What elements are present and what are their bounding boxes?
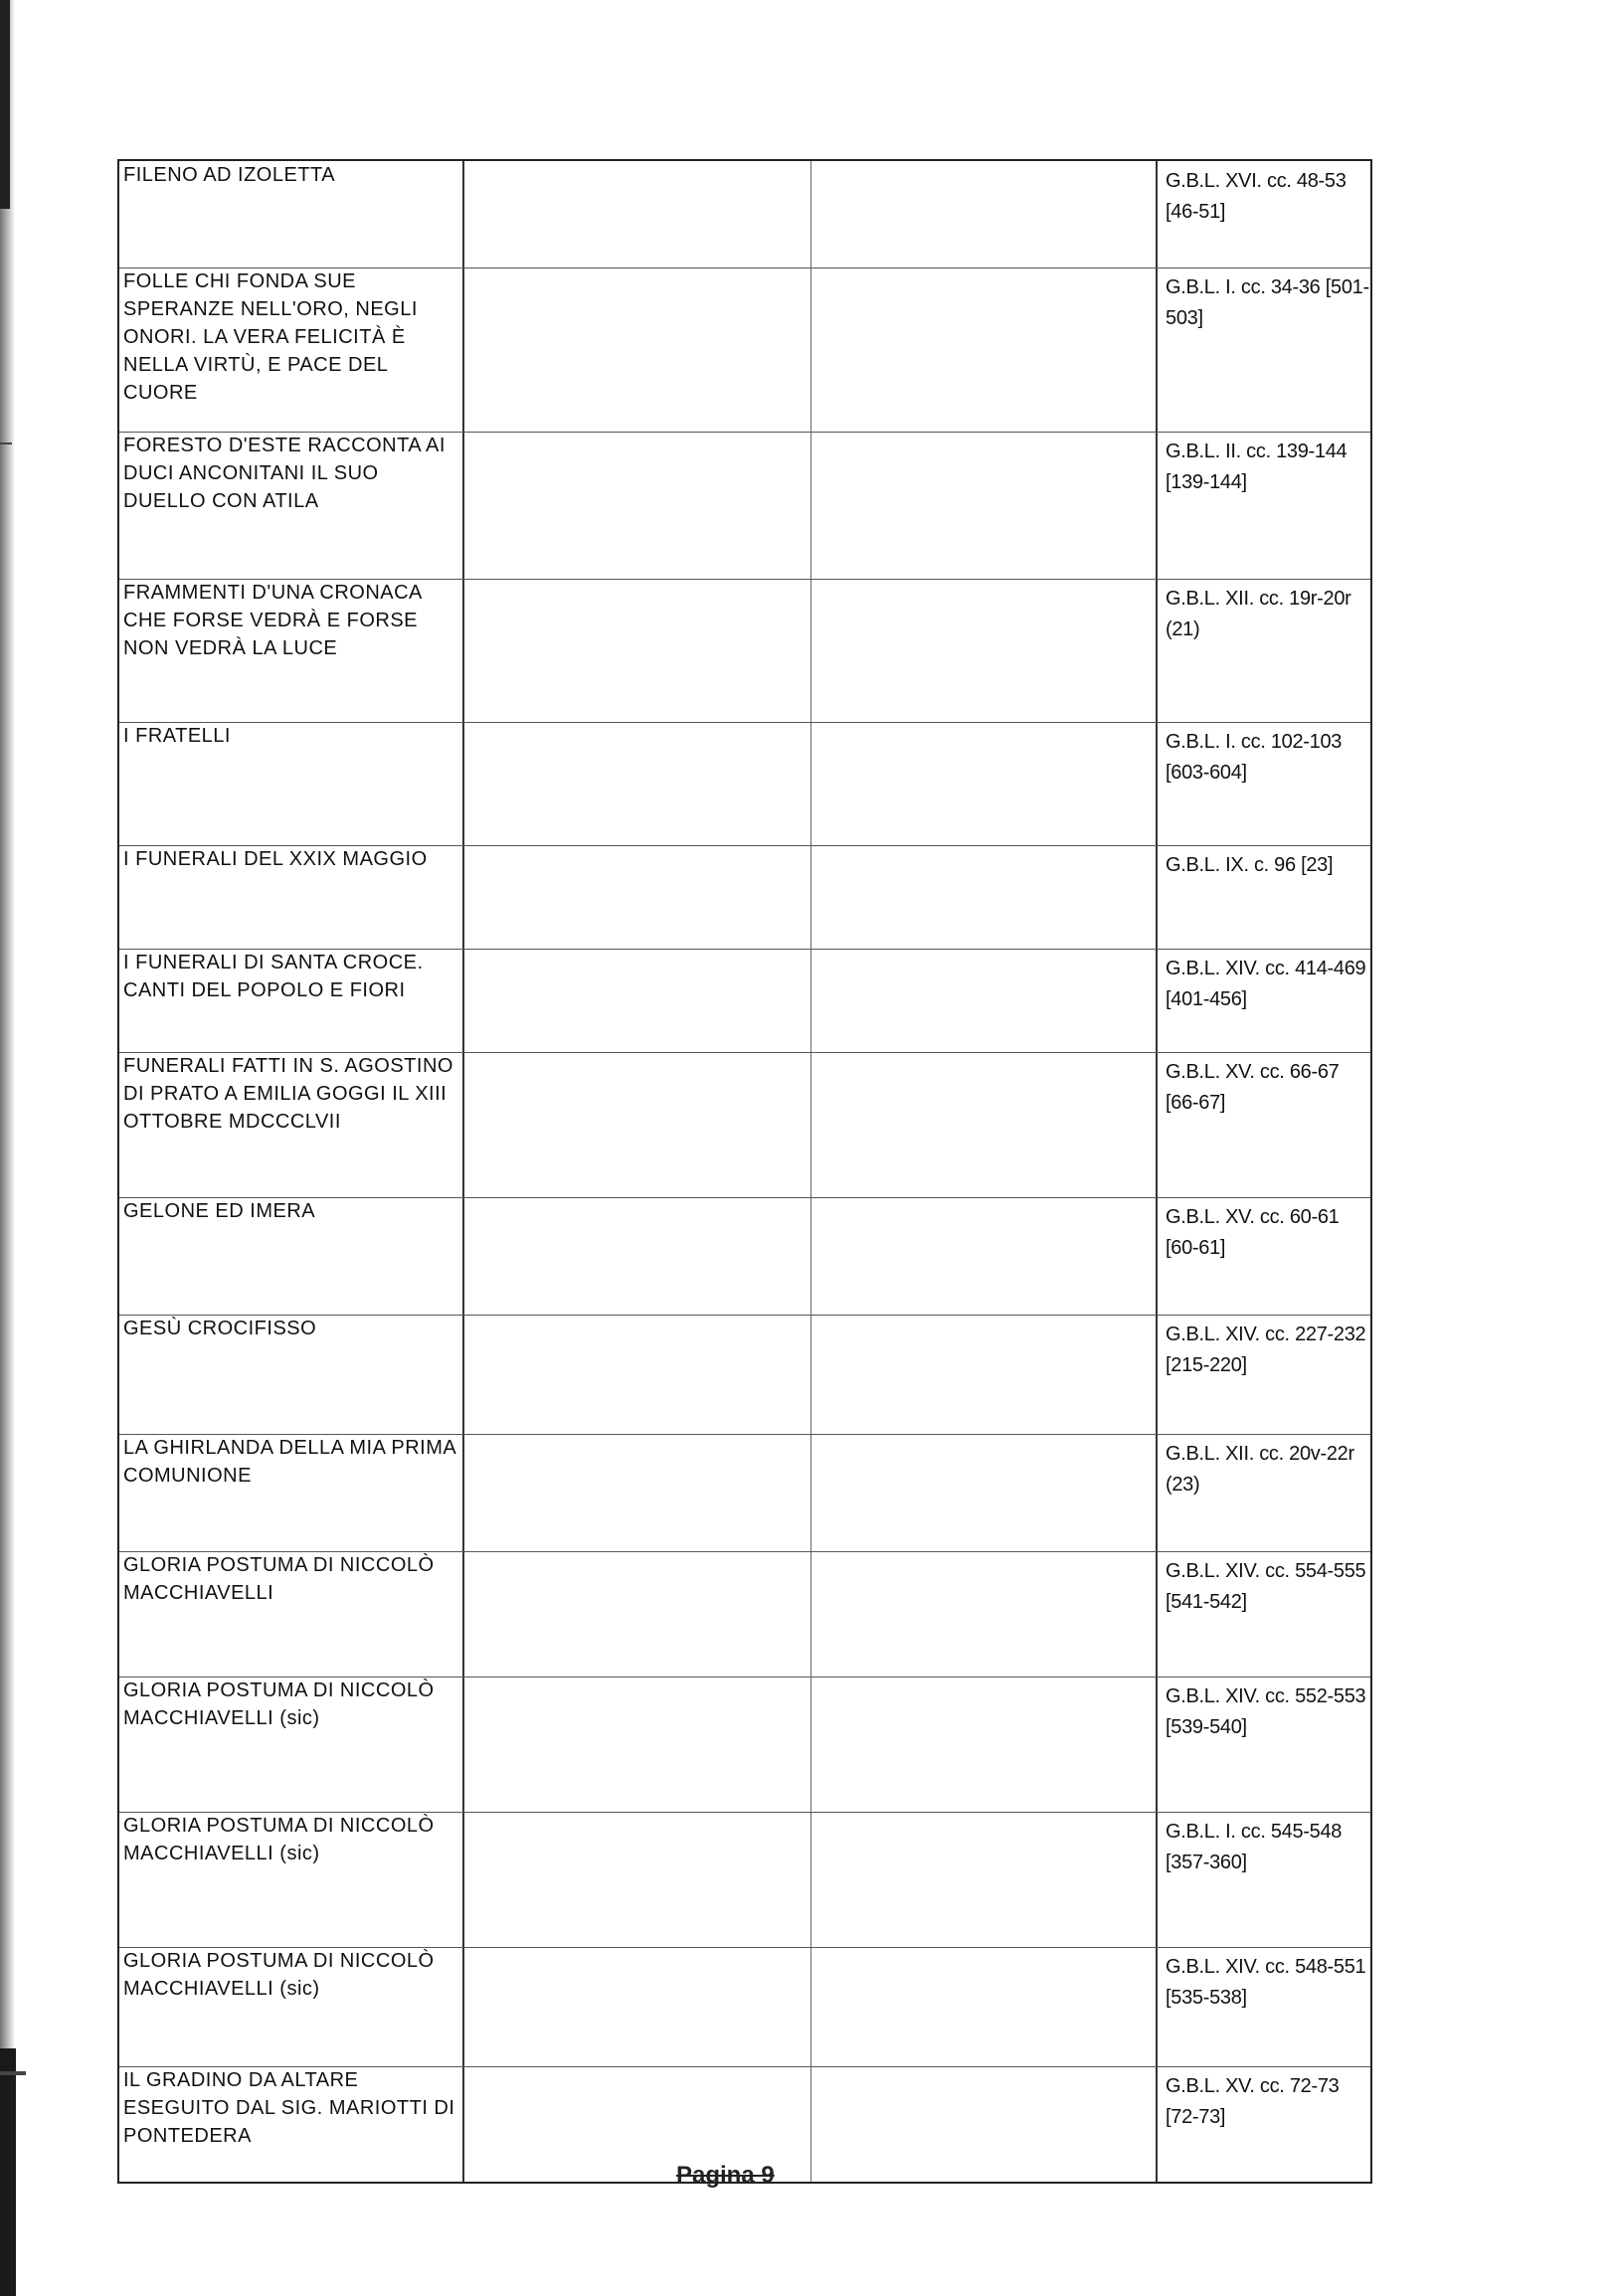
archive-reference: G.B.L. IX. c. 96 [23] xyxy=(1166,854,1334,876)
work-title: IL GRADINO DA ALTARE ESEGUITO DAL SIG. MARIOTTI DI PONTEDERA xyxy=(123,2069,455,2147)
column-divider xyxy=(1156,161,1158,2182)
work-title: I FUNERALI DEL XXIX MAGGIO xyxy=(123,848,428,870)
work-title: I FRATELLI xyxy=(123,725,231,747)
index-table xyxy=(117,159,1372,2184)
archive-reference: G.B.L. XIV. cc. 227-232 [215-220] xyxy=(1166,1324,1366,1376)
archive-reference: G.B.L. II. cc. 139-144 [139-144] xyxy=(1166,441,1348,493)
archive-reference: G.B.L. XV. cc. 66-67 [66-67] xyxy=(1166,1061,1340,1114)
page-footer: Pagina 9 xyxy=(676,2162,775,2189)
archive-reference: G.B.L. XV. cc. 72-73 [72-73] xyxy=(1166,2075,1340,2128)
scan-mark xyxy=(0,2071,26,2075)
scan-shadow-left xyxy=(0,0,14,2296)
archive-reference: G.B.L. XIV. cc. 414-469 [401-456] xyxy=(1166,958,1366,1010)
work-title: I FUNERALI DI SANTA CROCE. CANTI DEL POPOLO E FIORI xyxy=(123,952,424,1001)
scan-shadow-bottom xyxy=(0,2048,16,2296)
scan-mark xyxy=(0,442,12,444)
work-title: GLORIA POSTUMA DI NICCOLÒ MACCHIAVELLI (sic) xyxy=(123,1950,435,2000)
archive-reference: G.B.L. I. cc. 34-36 [501-503] xyxy=(1166,276,1369,329)
work-title: GELONE ED IMERA xyxy=(123,1200,316,1222)
work-title: FORESTO D'ESTE RACCONTA AI DUCI ANCONITANI IL SUO DUELLO CON ATILA xyxy=(123,435,446,512)
archive-reference: G.B.L. XIV. cc. 554-555 [541-542] xyxy=(1166,1560,1366,1613)
archive-reference: G.B.L. XII. cc. 19r-20r (21) xyxy=(1166,588,1351,640)
archive-reference: G.B.L. XII. cc. 20v-22r (23) xyxy=(1166,1443,1354,1496)
archive-reference: G.B.L. I. cc. 102-103 [603-604] xyxy=(1166,731,1343,784)
archive-reference: G.B.L. I. cc. 545-548 [357-360] xyxy=(1166,1821,1343,1873)
work-title: GLORIA POSTUMA DI NICCOLÒ MACCHIAVELLI xyxy=(123,1554,435,1604)
work-title: FOLLE CHI FONDA SUE SPERANZE NELL'ORO, NEGLI ONORI. LA VERA FELICITÀ È NELLA VIRTÙ, E PACE DEL CUORE xyxy=(123,270,418,404)
archive-reference: G.B.L. XVI. cc. 48-53 [46-51] xyxy=(1166,170,1347,223)
archive-reference: G.B.L. XV. cc. 60-61 [60-61] xyxy=(1166,1206,1340,1259)
scan-shadow-top xyxy=(0,0,10,209)
work-title: LA GHIRLANDA DELLA MIA PRIMA COMUNIONE xyxy=(123,1437,456,1487)
work-title: GLORIA POSTUMA DI NICCOLÒ MACCHIAVELLI (sic) xyxy=(123,1815,435,1864)
work-title: GESÙ CROCIFISSO xyxy=(123,1318,317,1339)
column-divider xyxy=(462,161,464,2182)
work-title: FILENO AD IZOLETTA xyxy=(123,164,336,186)
work-title: FRAMMENTI D'UNA CRONACA CHE FORSE VEDRÀ E FORSE NON VEDRÀ LA LUCE xyxy=(123,582,422,659)
work-title: FUNERALI FATTI IN S. AGOSTINO DI PRATO A EMILIA GOGGI IL XIII OTTOBRE MDCCCLVII xyxy=(123,1055,453,1133)
archive-reference: G.B.L. XIV. cc. 548-551 [535-538] xyxy=(1166,1956,1366,2009)
work-title: GLORIA POSTUMA DI NICCOLÒ MACCHIAVELLI (sic) xyxy=(123,1679,435,1729)
column-divider xyxy=(810,161,811,2182)
archive-reference: G.B.L. XIV. cc. 552-553 [539-540] xyxy=(1166,1685,1366,1738)
